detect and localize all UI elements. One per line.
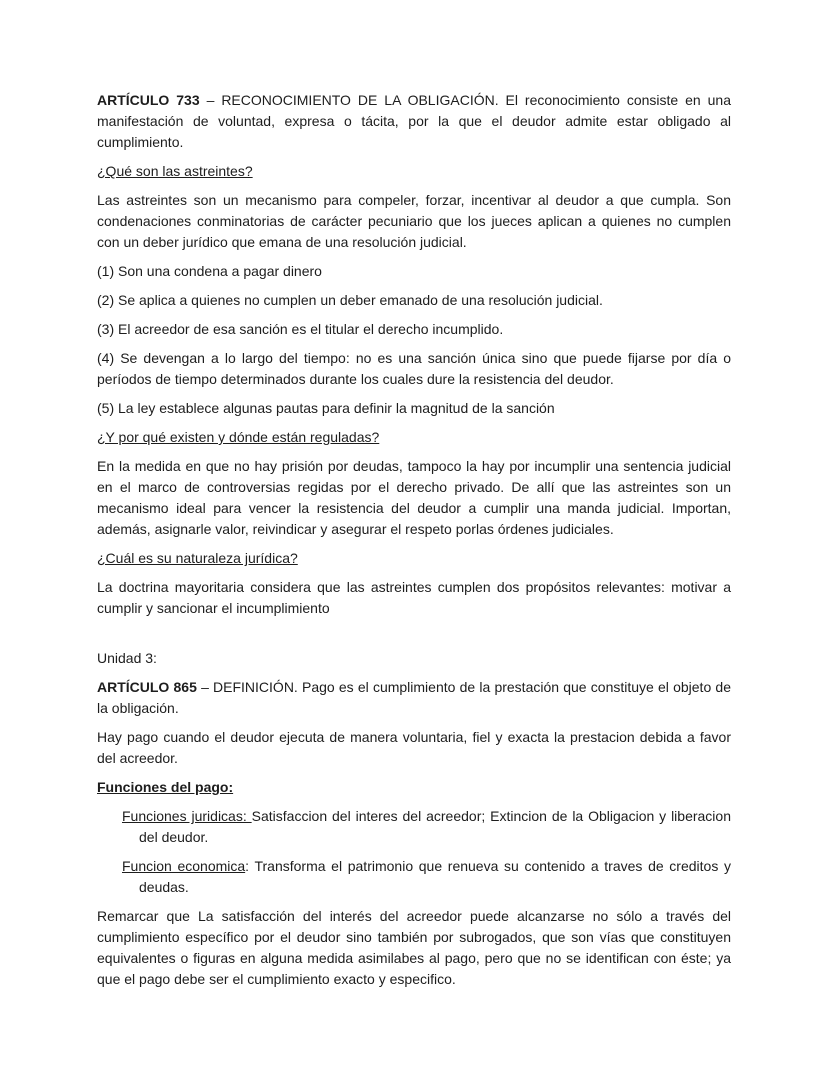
paragraph-unidad-3: Unidad 3: xyxy=(97,650,157,666)
funciones-juridicas-text: Satisfaccion del interes del acreedor; Extincion de la Obligacion y liberacion del deudor. xyxy=(139,808,731,845)
list-item-5: (5) La ley establece algunas pautas para definir la magnitud de la sanción xyxy=(97,400,555,416)
paragraph-articulo-733 xyxy=(97,90,731,153)
heading-por-que-existen: ¿Y por qué existen y dónde están reguladas? xyxy=(97,429,380,445)
paragraph-naturaleza: La doctrina mayoritaria considera que las astreintes cumplen dos propósitos relevantes: motivar a cumplir y sancionar el incumplimiento xyxy=(97,579,731,616)
list-item-4: (4) Se devengan a lo largo del tiempo: no es una sanción única sino que puede fijarse por día o períodos de tiempo determinados durante los cuales dure la resistencia del deudor. xyxy=(97,350,731,387)
list-item-1: (1) Son una condena a pagar dinero xyxy=(97,263,322,279)
articulo-733-text: – RECONOCIMIENTO DE LA OBLIGACIÓN. El reconocimiento consiste en una manifestación de voluntad, expresa o tácita, por la que el deudor admite estar obligado al cumplimiento. xyxy=(97,92,731,150)
paragraph-remarcar: Remarcar que La satisfacción del interés del acreedor puede alcanzarse no sólo a través del cumplimiento específico por el deudor sino también por subrogados, que son vías que constituyen equivalentes o figuras en alguna medida asimilabes al pago, pero que no se identifican con éste; ya que el pago debe ser el cumplimiento exacto y especifico. xyxy=(97,908,731,987)
paragraph-hay-pago: Hay pago cuando el deudor ejecuta de manera voluntaria, fiel y exacta la prestacion debida a favor del acreedor. xyxy=(97,729,731,766)
funcion-economica-label: Funcion economica xyxy=(122,858,246,874)
heading-que-son-las-astreintes: ¿Qué son las astreintes? xyxy=(97,163,253,179)
item-funciones-juridicas xyxy=(97,806,731,848)
blank-line xyxy=(97,627,731,648)
paragraph-reguladas: En la medida en que no hay prisión por deudas, tampoco la hay por incumplir una sentencia judicial en el marco de controversias regidas por el derecho privado. De allí que las astreintes son un mecanismo ideal para vencer la resistencia del deudor a cumplir una manda judicial. Importan, además, asignarle valor, reivindicar y asegurar el respeto porlas órdenes judiciales. xyxy=(97,458,731,537)
articulo-865-text: – DEFINICIÓN. Pago es el cumplimiento de la prestación que constituye el objeto de la obligación. xyxy=(97,679,731,716)
articulo-733-label: ARTÍCULO 733 xyxy=(97,92,200,108)
list-item-3: (3) El acreedor de esa sanción es el titular el derecho incumplido. xyxy=(97,321,504,337)
item-funcion-economica xyxy=(97,856,731,898)
funcion-economica-text: : Transforma el patrimonio que renueva su contenido a traves de creditos y deudas. xyxy=(139,858,731,895)
paragraph-astreintes-definicion: Las astreintes son un mecanismo para compeler, forzar, incentivar al deudor a que cumpla. Son condenaciones conminatorias de carácter pecuniario que los jueces aplican a quienes no cumplen con un deber jurídico que emana de una resolución judicial. xyxy=(97,192,731,250)
heading-naturaleza-juridica: ¿Cuál es su naturaleza jurídica? xyxy=(97,550,298,566)
paragraph-articulo-865 xyxy=(97,677,731,719)
articulo-865-label: ARTÍCULO 865 xyxy=(97,679,197,695)
heading-funciones-del-pago: Funciones del pago: xyxy=(97,779,234,795)
list-item-2: (2) Se aplica a quienes no cumplen un deber emanado de una resolución judicial. xyxy=(97,292,603,308)
funciones-juridicas-label: Funciones juridicas: xyxy=(122,808,252,824)
